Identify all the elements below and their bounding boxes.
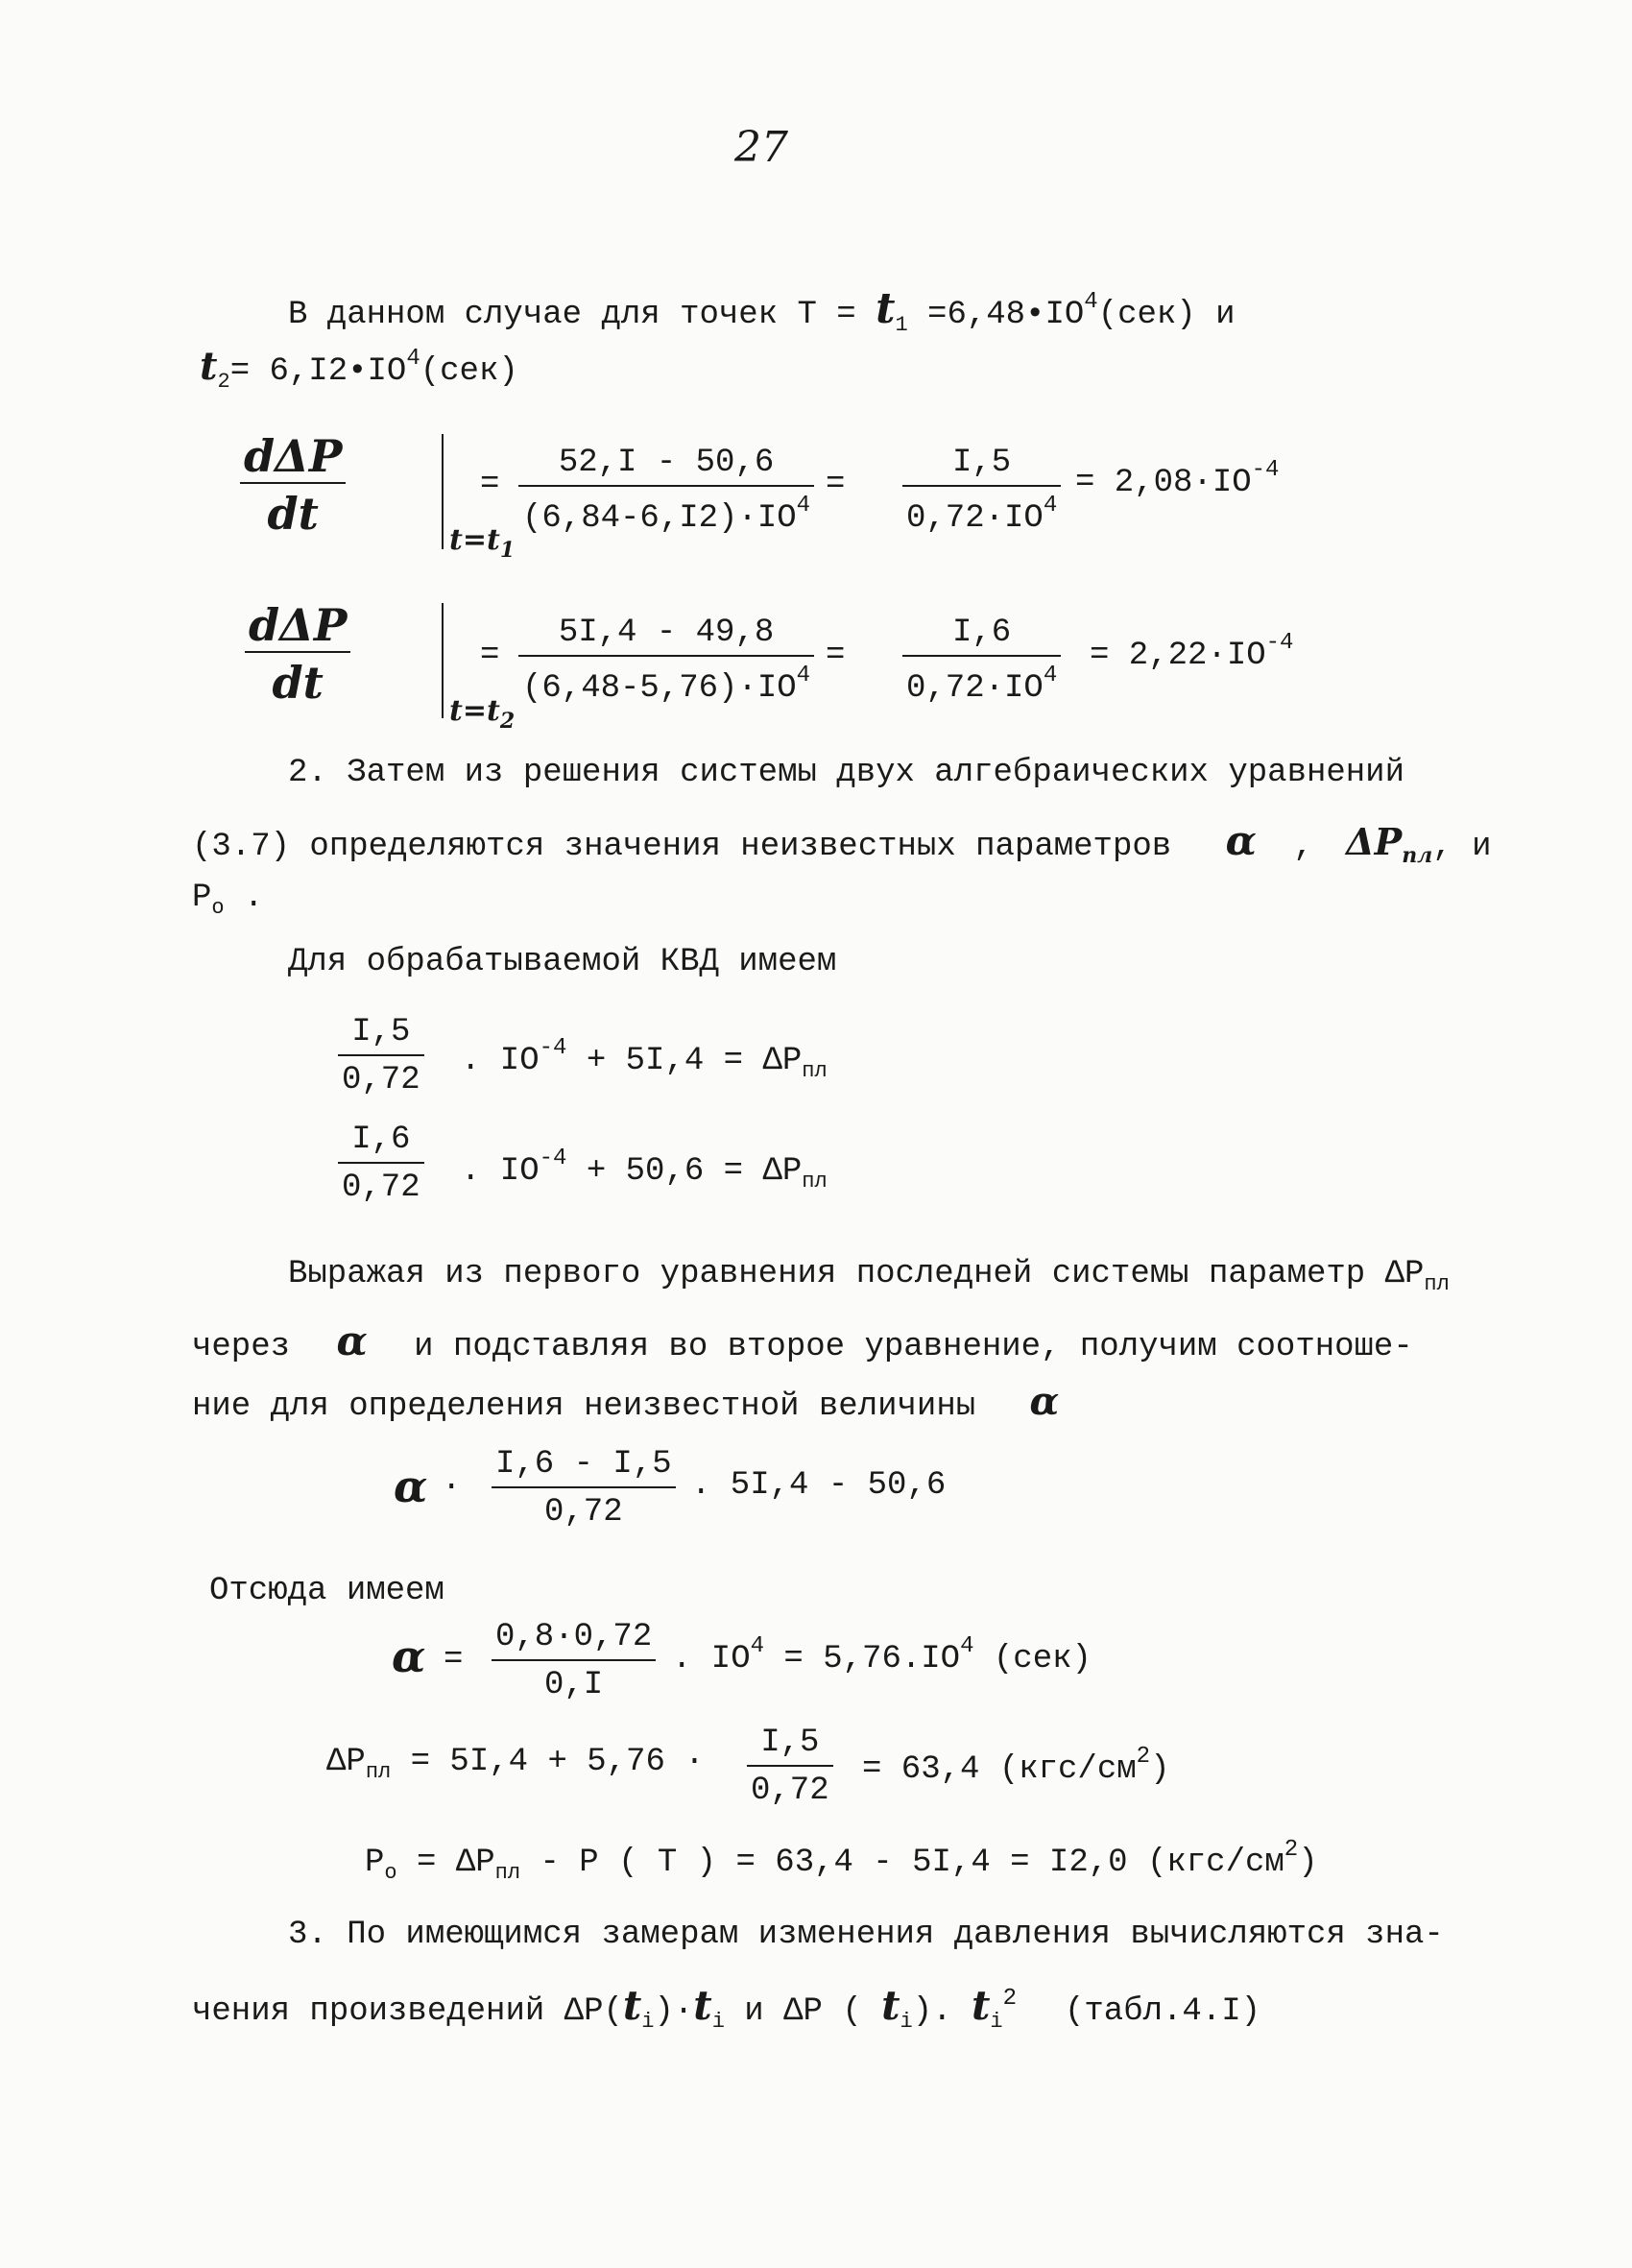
intro-text-2c: (сек) [420, 353, 518, 390]
intro-text-a: В данном случае для точек T = [288, 297, 876, 333]
eq2-fraction-2-numerator: I,6 [902, 616, 1061, 657]
page-number: 27 [734, 123, 788, 172]
eq2-equals-1: = [480, 638, 500, 674]
system-eq2-fraction: $\frac{I,6}{0,72}$ [338, 1123, 424, 1204]
eq1-fraction-1-numerator: 52,I - 50,6 [518, 446, 814, 487]
para2-line-1: 2. Затем из решения системы двух алгебраических уравнений [288, 755, 1404, 791]
evaluation-bar-2 [442, 603, 444, 718]
alpha-result-symbol: α [392, 1630, 426, 1682]
intro-sup-2: 4 [406, 346, 420, 372]
alpha-result-fraction: $\frac{0,8\cdot 0,72}{0,I}$ [492, 1621, 656, 1701]
alpha-eq-tail: . 5I,4 - 50,6 [691, 1467, 947, 1504]
eq1-result: = $2,08\cdot IO^{-4}$ [1075, 457, 1280, 501]
alpha-symbol-3: α [1029, 1379, 1060, 1424]
intro-text-2: = 6,I2•IO [229, 353, 407, 390]
t2-symbol: t [200, 344, 218, 389]
eq1-fraction-2 [902, 446, 1061, 535]
dp-pl-symbol: $\Delta P_{пл}$ [1346, 820, 1433, 868]
eq1-fraction-2-numerator: I,5 [902, 446, 1061, 487]
dp-result-tail: = 63,4 $(кгс/см^2)$ [862, 1744, 1170, 1788]
t1-symbol: t [876, 284, 896, 333]
intro-line-2 [200, 344, 518, 394]
para2-line-2: (3.7) определяются значения неизвестных параметров α , $\Delta P_{пл}$, и [192, 817, 1492, 868]
eq1-fraction-2-denominator: $0,72\cdot IO^4$ [906, 493, 1058, 537]
alpha-result-tail: . $IO^4 = 5,76.IO^4$ (сек) [672, 1633, 1092, 1677]
alpha-symbol: α [1225, 817, 1257, 864]
alpha-result-equals: = [444, 1642, 464, 1678]
derivative-numerator: dΔP [240, 434, 346, 484]
limit-label-1: $t=t_1$ [449, 523, 516, 563]
dp-result-lhs: $\Delta P_{пл} = 5I,4 + 5,76$ · [326, 1744, 705, 1784]
intro-sup-b: 4 [1084, 289, 1098, 315]
alpha-eq-dot: · [442, 1469, 462, 1506]
dp-result-fraction: $\frac{I,5}{0,72}$ [747, 1726, 833, 1807]
eq1-equals-1: = [480, 467, 500, 503]
para4-line-2: чения произведений $\Delta P(t_i)\cdot t_i$ и ΔP ( $t_i$). $t_i^2$ (табл.4.I) [192, 1982, 1261, 2034]
intro-line-1 [288, 284, 1236, 337]
derivative-symbol-2 [245, 599, 350, 709]
hence-line: Отсюда имеем [209, 1573, 444, 1609]
eq2-fraction-1-numerator: 5I,4 - 49,8 [518, 616, 814, 657]
system-eq1-rest: . $IO^{-4} + 5I,4 = \Delta P_{пл}$ [461, 1035, 828, 1083]
system-eq1-fraction: $\frac{I,5}{0,72}$ [338, 1016, 424, 1097]
evaluation-bar-1 [442, 434, 444, 549]
eq2-fraction-1-denominator: $(6,48-5,76)\cdot IO^4$ [522, 663, 811, 707]
para2-line-3: $P_o$ . [192, 880, 264, 920]
para3-line-1: Выражая из первого уравнения последней системы параметр $\Delta P_{пл}$ [288, 1256, 1450, 1296]
eq1-fraction-1 [518, 446, 814, 535]
alpha-eq-symbol: α [394, 1460, 428, 1512]
derivative-symbol-1 [240, 430, 346, 540]
eq1-equals-2: = [826, 467, 846, 503]
eq2-result: = $2,22\cdot IO^{-4}$ [1090, 630, 1294, 674]
eq2-equals-2: = [826, 638, 846, 674]
intro-text-c: (сек) и [1097, 297, 1236, 333]
eq1-fraction-1-denominator: $(6,84-6,I2)\cdot IO^4$ [522, 493, 811, 537]
kvd-line: Для обрабатываемой КВД имеем [288, 944, 837, 980]
alpha-symbol-2: α [336, 1317, 368, 1364]
limit-label-2: $t=t_2$ [449, 694, 516, 734]
system-eq2-rest: . $IO^{-4} + 50,6 = \Delta P_{пл}$ [461, 1146, 828, 1194]
eq2-fraction-2-denominator: $0,72\cdot IO^4$ [906, 663, 1058, 707]
alpha-eq-fraction: $\frac{I,6 - I,5}{0,72}$ [492, 1448, 676, 1529]
t2-subscript: 2 [217, 370, 230, 394]
derivative-denominator: dt [267, 488, 319, 540]
intro-text-b: =6,48•IO [907, 297, 1085, 333]
para4-line-1: 3. По имеющимся замерам изменения давления вычисляются зна- [288, 1917, 1444, 1953]
para3-line-2: через α и подставляя во второе уравнение, получим соотноше- [192, 1317, 1413, 1365]
eq2-fraction-1 [518, 616, 814, 705]
eq2-fraction-2 [902, 616, 1061, 705]
derivative-numerator-2: dΔP [245, 603, 350, 653]
para3-line-3: ние для определения неизвестной величины α [192, 1379, 1060, 1425]
t1-subscript: 1 [895, 313, 908, 337]
p0-result: $P_o = \Delta P_{пл} - P$ ( T ) = 63,4 - 5I,4 = I2,0 $(кгс/см^2)$ [365, 1837, 1318, 1885]
derivative-denominator-2: dt [272, 657, 324, 709]
